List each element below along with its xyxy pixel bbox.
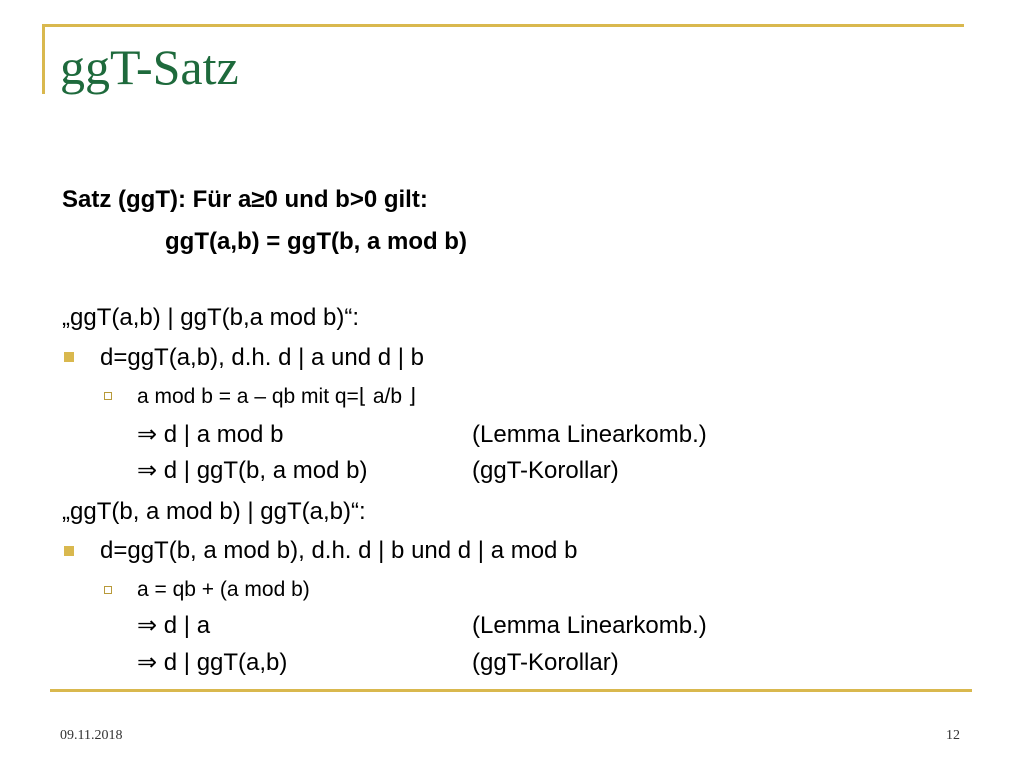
sub-bullet-icon: [104, 392, 112, 400]
part1-implication-2: ⇒ d | ggT(b, a mod b): [137, 457, 368, 484]
part2-implication-2: ⇒ d | ggT(a,b): [137, 649, 288, 676]
left-border: [42, 24, 45, 94]
footer-date: 09.11.2018: [60, 728, 123, 743]
part2-implication-1-reason: (Lemma Linearkomb.): [472, 612, 707, 639]
part1-heading: „ggT(a,b) | ggT(b,a mod b)“:: [62, 304, 359, 331]
part1-implication-2-reason: (ggT-Korollar): [472, 457, 619, 484]
theorem-statement: Satz (ggT): Für a≥0 und b>0 gilt:: [62, 186, 428, 213]
page-number: 12: [946, 728, 960, 743]
part2-implication-1: ⇒ d | a: [137, 612, 211, 639]
part2-implication-2-reason: (ggT-Korollar): [472, 649, 619, 676]
part1-implication-1-reason: (Lemma Linearkomb.): [472, 421, 707, 448]
bottom-border: [50, 689, 972, 692]
slide-title: ggT-Satz: [60, 39, 239, 95]
bullet-square-icon: [64, 546, 74, 556]
top-border: [42, 24, 964, 27]
part2-sub: a = qb + (a mod b): [137, 578, 310, 601]
part2-bullet: d=ggT(b, a mod b), d.h. d | b und d | a mod b: [100, 537, 578, 564]
theorem-formula: ggT(a,b) = ggT(b, a mod b): [165, 228, 467, 255]
part2-heading: „ggT(b, a mod b) | ggT(a,b)“:: [62, 498, 366, 525]
part1-bullet: d=ggT(a,b), d.h. d | a und d | b: [100, 344, 425, 371]
part1-implication-1: ⇒ d | a mod b: [137, 421, 284, 448]
part1-sub: a mod b = a – qb mit q=⌊ a/b ⌋: [137, 385, 417, 408]
bullet-square-icon: [64, 352, 74, 362]
sub-bullet-icon: [104, 586, 112, 594]
